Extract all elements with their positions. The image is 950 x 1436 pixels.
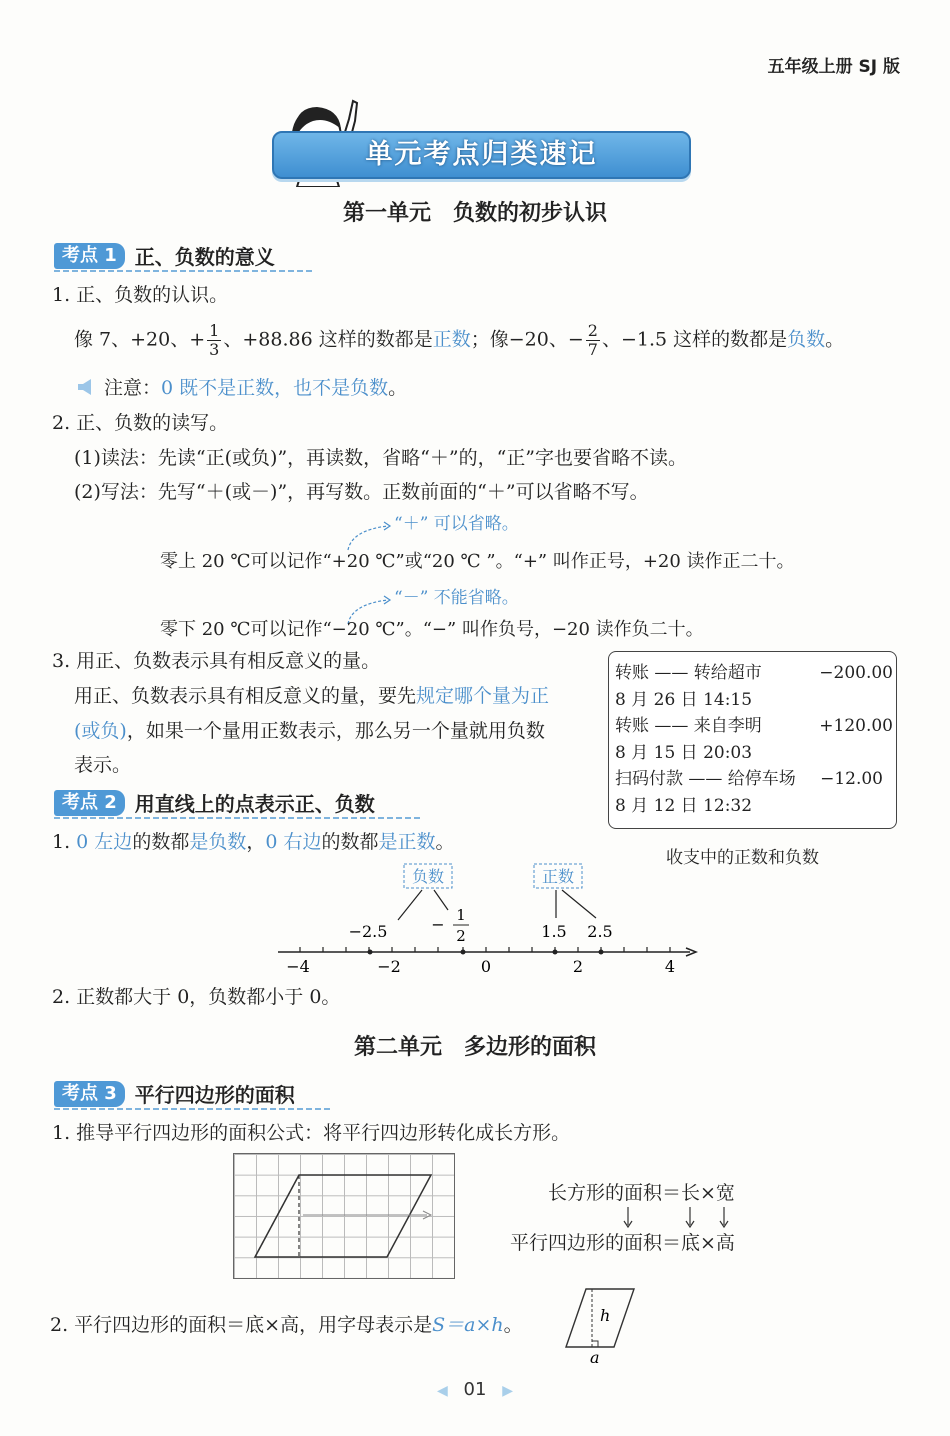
keypoint-3-header (54, 1079, 295, 1105)
fraction-one-third (207, 322, 221, 359)
kp1-s3-line3: 表示。 (74, 754, 132, 776)
point-label-2.5: 2.5 (587, 922, 613, 941)
positive-label: 正数 (541, 867, 575, 886)
plus-omit-annotation: “＋” 可以省略。 (394, 514, 519, 534)
highlight-text: 0 左边 (76, 831, 133, 853)
keypoint-1-header (54, 241, 275, 267)
highlight-text: 0 右边 (265, 831, 322, 853)
area-formula-letters: S＝a×h (432, 1314, 504, 1336)
frac-sign: − (431, 915, 445, 934)
text: 2. 平行四边形的面积＝底×高，用字母表示是 (50, 1314, 433, 1336)
tick-label: 0 (480, 957, 492, 976)
transfer-desc: 扫码付款 —— 给停车场 (615, 769, 796, 789)
fraction-numerator: 1 (209, 321, 220, 340)
frac-den: 2 (456, 927, 466, 945)
fraction-denominator: 3 (209, 340, 220, 359)
transfer-record-box (608, 651, 897, 829)
section-banner (272, 131, 691, 179)
transfer-row (615, 660, 893, 687)
keypoint-2-header (54, 788, 375, 814)
kp1-note (104, 376, 407, 400)
small-parallelogram-diagram (562, 1285, 640, 1365)
kp1-s1-line1 (74, 322, 844, 359)
keypoint-1-title: 正、负数的意义 (134, 245, 275, 269)
text: 1. (52, 831, 77, 853)
transfer-amount: −200.00 (819, 663, 893, 683)
kp2-line1 (52, 830, 455, 854)
keypoint-3-title: 平行四边形的面积 (134, 1083, 295, 1107)
text: 的数都 (132, 831, 190, 853)
note-text: 0 既不是正数，也不是负数 (161, 377, 389, 399)
page-number-text: 01 (463, 1379, 487, 1400)
kp1-s2-heading: 2. 正、负数的读写。 (52, 412, 229, 434)
text: 的数都 (321, 831, 379, 853)
note-label: 注意： (104, 377, 162, 399)
number-line-diagram (270, 858, 710, 982)
fraction-denominator: 7 (587, 340, 598, 359)
fraction-two-sevenths (586, 322, 600, 359)
text: ， (246, 831, 266, 853)
point-2.5 (599, 950, 604, 955)
parallelogram-transform-diagram (233, 1153, 455, 1279)
base-label: a (590, 1348, 600, 1365)
left-chevron-icon: ◀ (437, 1383, 448, 1399)
text: ，如果一个量用正数表示，那么另一个量就用负数 (126, 720, 545, 742)
transfer-time: 8 月 12 日 12:32 (615, 795, 753, 816)
kp1-s3-line2 (74, 719, 545, 743)
pointer-line (562, 890, 596, 918)
kp1-s1-heading: 1. 正、负数的认识。 (52, 284, 229, 306)
tick-label: 2 (572, 957, 584, 976)
transfer-row (615, 713, 893, 740)
transfer-desc: 转账 —— 转给超市 (615, 663, 762, 683)
kp3-line2 (50, 1313, 523, 1337)
kp1-write-rule: (2)写法：先写“＋(或－)”，再写数。正数前面的“＋”可以省略不写。 (74, 481, 649, 503)
kp1-s3-line1 (74, 684, 549, 708)
tick-label: −2 (377, 957, 401, 976)
point-label-1.5: 1.5 (541, 922, 567, 941)
tick-label: −4 (286, 957, 310, 976)
highlight-text: 是负数 (189, 831, 247, 853)
text: 、+88.86 这样的数都是 (223, 328, 433, 351)
transfer-desc: 转账 —— 来自李明 (615, 716, 762, 736)
text: 。 (435, 831, 455, 853)
pointer-line (434, 890, 448, 910)
text: 。 (825, 328, 845, 351)
rect-area-formula: 长方形的面积＝长×宽 (548, 1182, 735, 1204)
text: 。 (388, 377, 408, 399)
tick-label: 4 (664, 957, 676, 976)
page-number (0, 1379, 950, 1400)
keypoint-1-badge: 考点 1 (54, 243, 125, 269)
text: 。 (503, 1314, 523, 1336)
negative-label: 负数 (411, 867, 445, 886)
fraction-numerator: 2 (587, 321, 598, 340)
kp2-line2: 2. 正数都大于 0，负数都小于 0。 (52, 986, 341, 1008)
speaker-note-icon (76, 378, 96, 396)
banner-title: 单元考点归类速记 (365, 139, 598, 170)
right-chevron-icon: ▶ (502, 1383, 513, 1399)
kp1-example-negative: 零下 20 ℃可以记作“−20 ℃”。“−” 叫作负号，−20 读作负二十。 (160, 619, 704, 640)
transfer-amount: +120.00 (819, 716, 893, 736)
point-label-neg-2.5: −2.5 (348, 922, 388, 941)
unit1-title: 第一单元 负数的初步认识 (342, 201, 607, 226)
transfer-time: 8 月 15 日 20:03 (615, 742, 753, 763)
highlight-text: 规定哪个量为正 (416, 685, 550, 707)
positive-term: 正数 (432, 328, 471, 351)
parallelogram-area-formula: 平行四边形的面积＝底×高 (510, 1232, 735, 1254)
keypoint-2-title: 用直线上的点表示正、负数 (134, 792, 375, 816)
point-neg-2.5 (368, 950, 373, 955)
formula-arrows (610, 1205, 740, 1231)
kp1-s3-heading: 3. 用正、负数表示具有相反意义的量。 (52, 650, 381, 672)
frac-num: 1 (456, 906, 466, 924)
kp3-line1: 1. 推导平行四边形的面积公式：将平行四边形转化成长方形。 (52, 1122, 571, 1144)
parallelogram-shape (255, 1175, 431, 1257)
unit2-title: 第二单元 多边形的面积 (353, 1035, 596, 1060)
point-1.5 (553, 950, 558, 955)
annotation-arrow-icon (344, 520, 394, 552)
point-neg-half (461, 950, 466, 955)
minus-keep-annotation: “－” 不能省略。 (394, 588, 519, 608)
highlight-text: (或负) (74, 720, 127, 742)
height-label: h (600, 1306, 611, 1325)
negative-term: 负数 (787, 328, 826, 351)
keypoint-3-badge: 考点 3 (54, 1081, 125, 1107)
text: 用正、负数表示具有相反意义的量，要先 (74, 685, 417, 707)
transfer-amount: −12.00 (820, 769, 883, 789)
kp1-read-rule: (1)读法：先读“正(或负)”，再读数，省略“＋”的，“正”字也要省略不读。 (74, 447, 688, 469)
edition-label: 五年级上册 SJ 版 (767, 57, 900, 77)
transfer-row (615, 766, 893, 793)
transfer-caption: 收支中的正数和负数 (666, 848, 819, 868)
text: 像 7、+20、+ (74, 328, 206, 351)
highlight-text: 是正数 (378, 831, 436, 853)
kp1-example-positive: 零上 20 ℃可以记作“+20 ℃”或“20 ℃ ”。“+” 叫作正号，+20 读作正二十。 (160, 551, 795, 572)
pointer-line (398, 890, 422, 920)
text: 、−1.5 这样的数都是 (601, 328, 788, 351)
transfer-time: 8 月 26 日 14:15 (615, 689, 753, 710)
text: ；像−20、− (470, 328, 584, 351)
keypoint-2-badge: 考点 2 (54, 790, 125, 816)
